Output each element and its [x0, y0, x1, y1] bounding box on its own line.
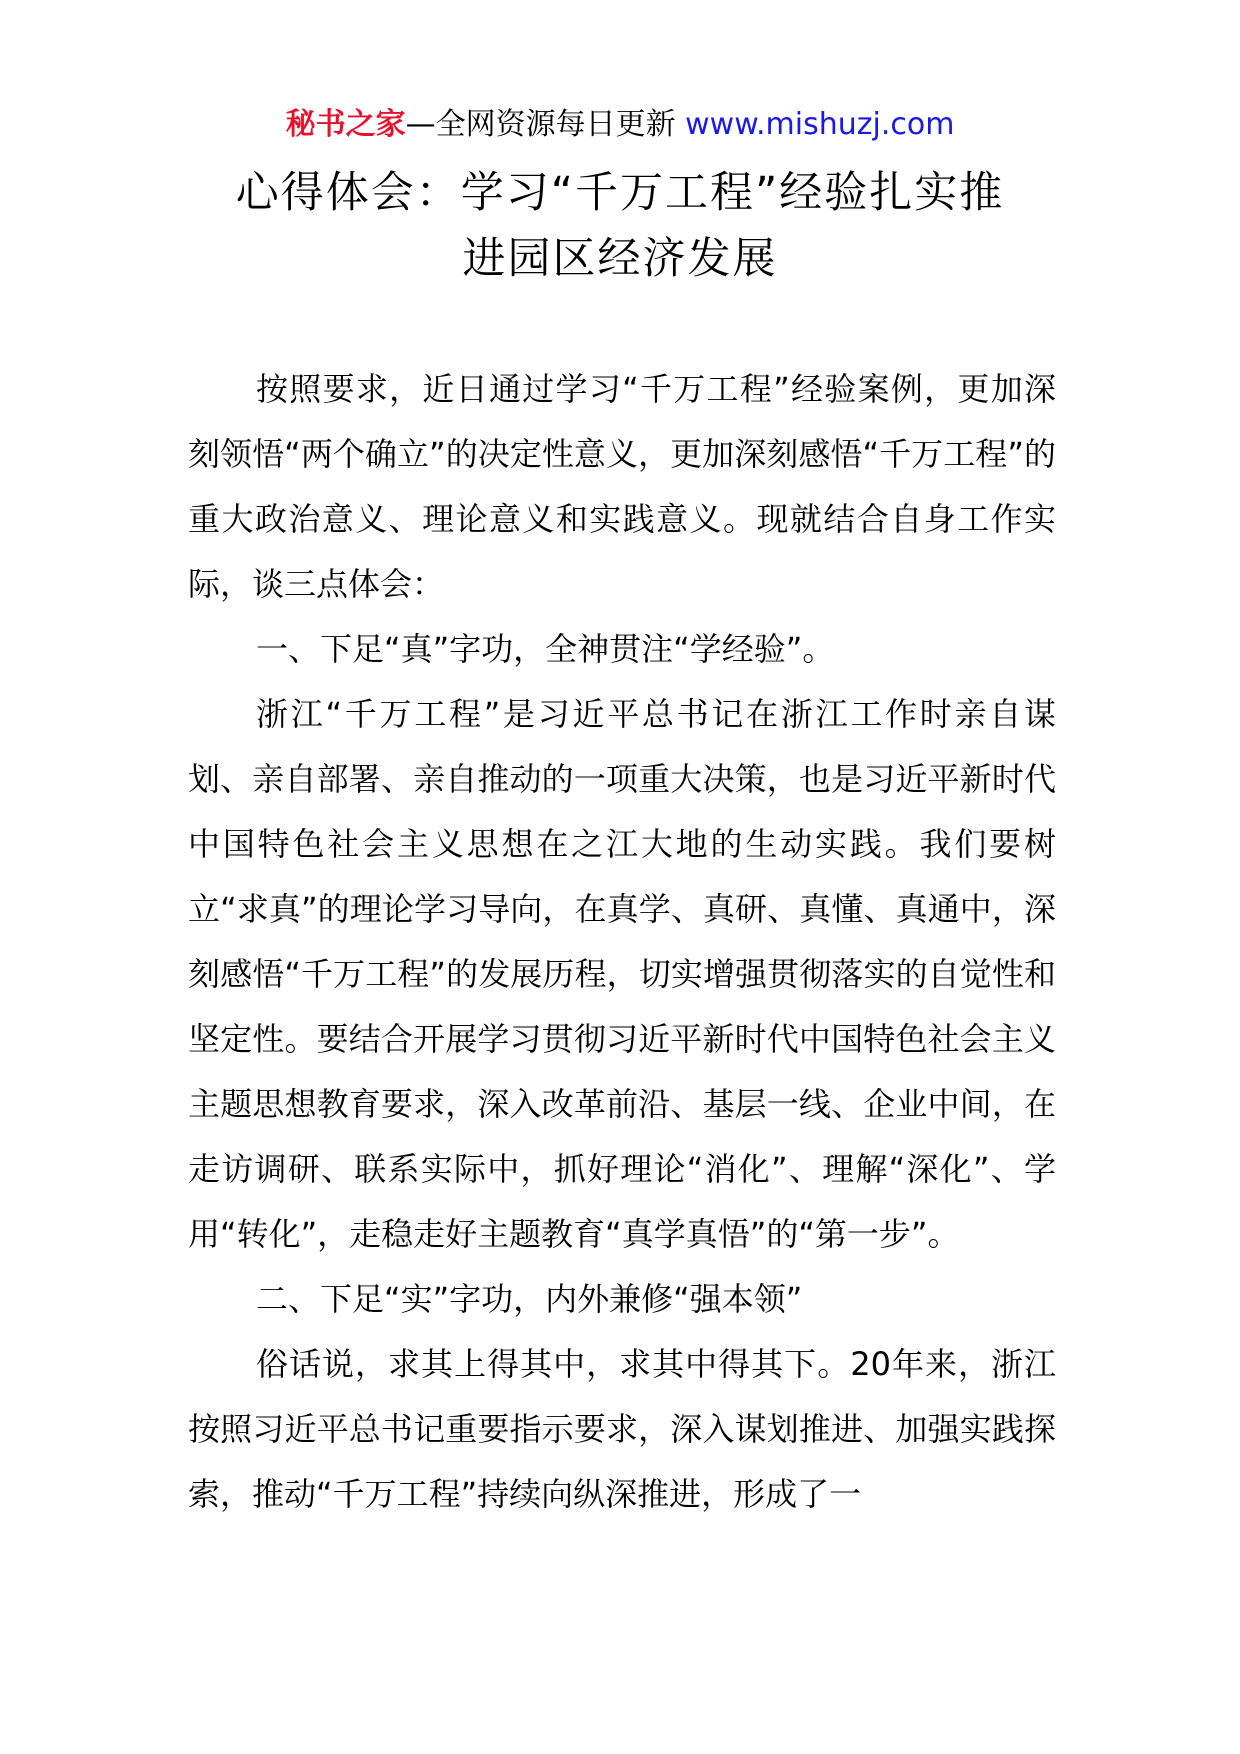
title-line-1: 心得体会：学习“千万工程”经验扎实推 — [235, 168, 1005, 218]
paragraph-intro: 按照要求，近日通过学习“千万工程”经验案例，更加深刻领悟“两个确立”的决定性意义，更加深刻感悟“千万工程”的重大政治意义、理论意义和实践意义。现就结合自身工作实际，谈三点体会： — [188, 370, 1056, 603]
section-heading-1: 一、下足“真”字功，全神贯注“学经验”。 — [256, 630, 835, 668]
site-slogan: —全网资源每日更新 — [405, 107, 686, 142]
site-header — [0, 100, 1240, 150]
title-line-2: 进园区经济发展 — [462, 234, 778, 284]
site-brand: 秘书之家 — [285, 107, 406, 142]
paragraph-section-2: 俗话说，求其上得其中，求其中得其下。20年来，浙江按照习近平总书记重要指示要求，深入谋划推进、加强实践探索，推动“千万工程”持续向纵深推进，形成了一 — [188, 1345, 1056, 1513]
section-heading-2: 二、下足“实”字功，内外兼修“强本领” — [256, 1280, 803, 1318]
document-title — [150, 160, 1090, 292]
site-url-link[interactable]: www.mishuzj.com — [685, 107, 955, 142]
document-body — [188, 357, 1056, 1527]
paragraph-section-1: 浙江“千万工程”是习近平总书记在浙江工作时亲自谋划、亲自部署、亲自推动的一项重大决策，也是习近平新时代中国特色社会主义思想在之江大地的生动实践。我们要树立“求真”的理论学习导向，在真学、真研、真懂、真通中，深刻感悟“千万工程”的发展历程，切实增强贯彻落实的自觉性和坚定性。要结合开展学习贯彻习近平新时代中国特色社会主义主题思想教育要求，深入改革前沿、基层一线、企业中间，在走访调研、联系实际中，抓好理论“消化”、理解“深化”、学用“转化”，走稳走好主题教育“真学真悟”的“第一步”。 — [188, 695, 1056, 1253]
